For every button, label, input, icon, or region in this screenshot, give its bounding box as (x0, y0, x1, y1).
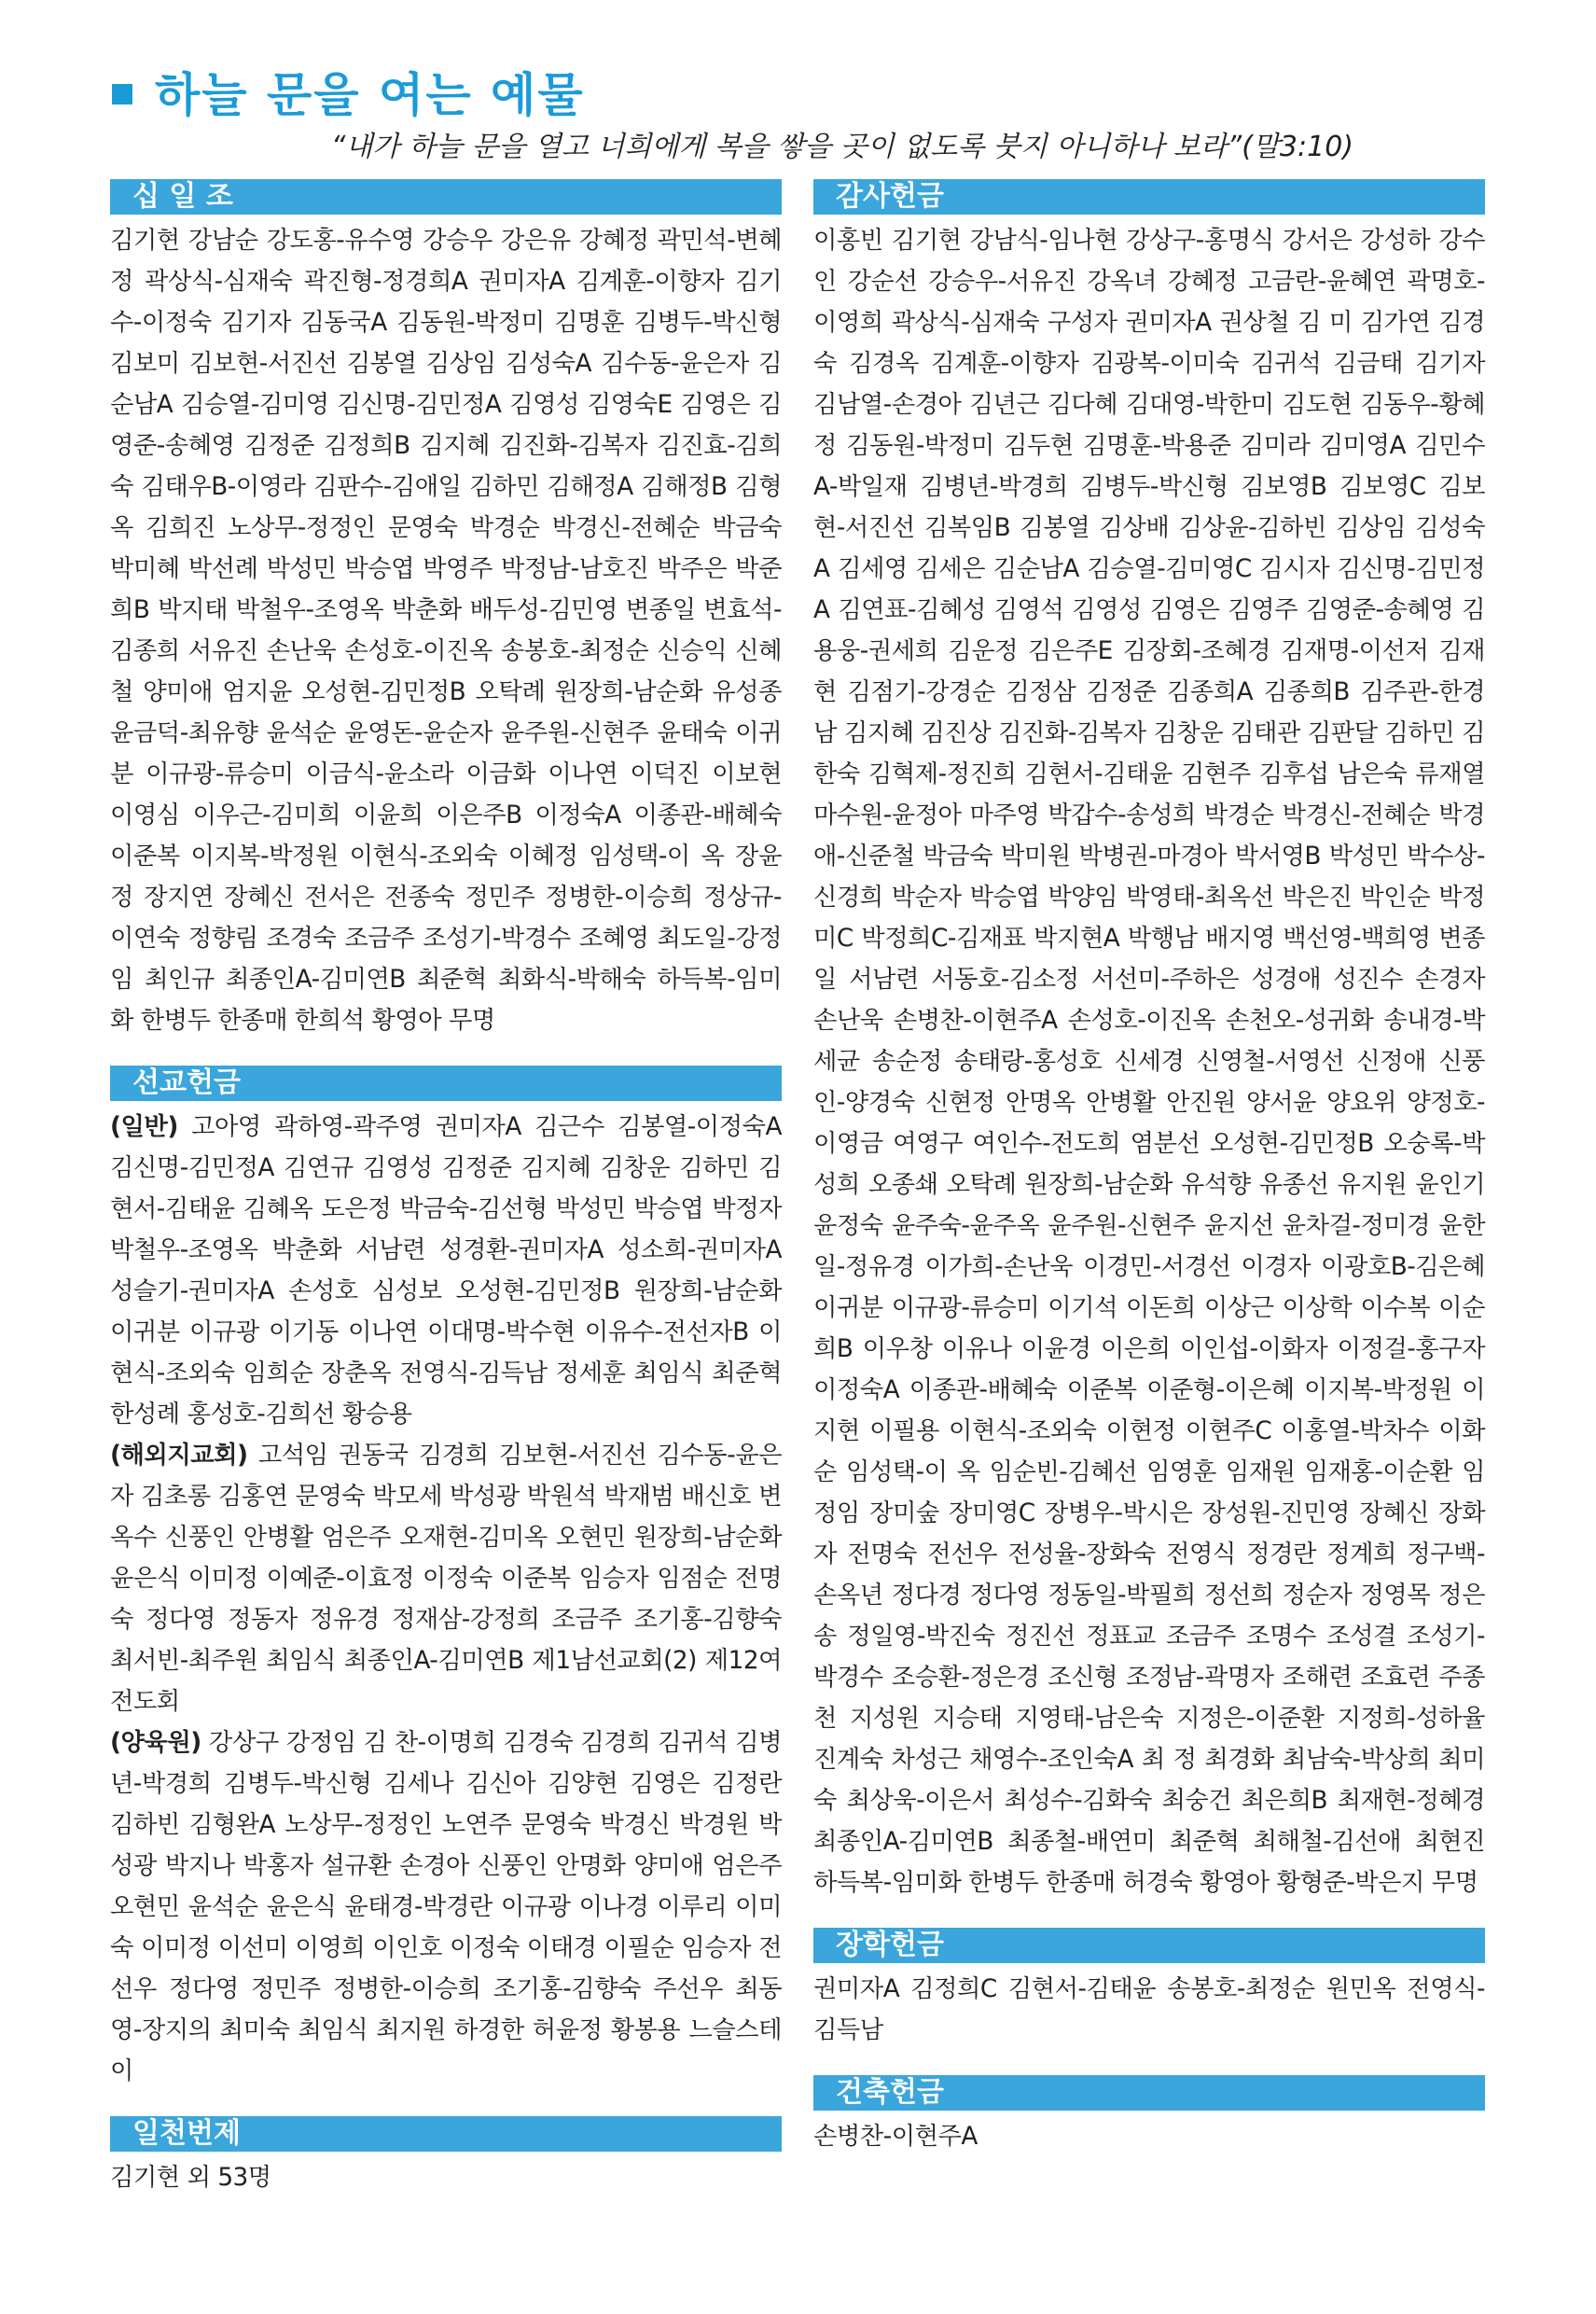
mission-group-general (110, 1107, 782, 1435)
section-thanks (813, 179, 1485, 1903)
square-bullet-icon (112, 84, 132, 105)
section-body-scholarship: 권미자A 김정희C 김현서-김태윤 송봉호-최정순 원민옥 전영식-김득남 (813, 1975, 1485, 2044)
section-first-harvest (110, 2116, 782, 2198)
page-title (112, 58, 585, 125)
page-title-text: 하늘 문을 여는 예물 (155, 68, 585, 122)
section-scholarship (813, 1928, 1485, 2051)
section-header-mission: 선교헌금 (110, 1066, 782, 1101)
mission-group-text: 고석임 권동국 김경희 김보현-서진선 김수동-윤은자 김초롱 김홍연 문영숙 박모세 박성광 박원석 박재범 배신호 변옥수 신풍인 안병활 엄은주 오재현-김미옥 오현민 원장희-남순화 윤은식 이미정 이예준-이효정 이정숙 이준복 임승자 임점순 전명숙 정다영 정동자 정유경 정재삼-강정희 조금주 조기홍-김향숙 최서빈-최주원 최임식 최종인A-김미연B 제1남선교회(2) 제12여전도회 (110, 1442, 782, 1716)
section-body-mission (110, 1107, 782, 2092)
section-body-first-harvest: 김기현 외 53명 (110, 2164, 271, 2192)
section-header-first-harvest: 일천번제 (110, 2116, 782, 2152)
section-header-thanks: 감사헌금 (813, 179, 1485, 215)
mission-group-text: 고아영 곽하영-곽주영 권미자A 김근수 김봉열-이정숙A 김신명-김민정A 김연규 김영성 김정준 김지혜 김창운 김하민 김현서-김태윤 김혜옥 도은정 박금숙-김선형 박성민 박승엽 박정자 박철우-조영옥 박춘화 서남련 성경환-권미자A 성소희-권미자A 성슬기-권미자A 손성호 심성보 오성현-김민정B 원장희-남순화 이귀분 이규광 이기동 이나연 이대명-박수현 이유수-전선자B 이현식-조외숙 임희순 장춘옥 전영식-김득남 정세훈 최임식 최준혁 한성례 홍성호-김희선 황승용 (110, 1113, 782, 1429)
section-body-tithe: 김기현 강남순 강도홍-유수영 강승우 강은유 강혜정 곽민석-변혜정 곽상식-심재숙 곽진형-정경희A 권미자A 김계훈-이향자 김기수-이정숙 김기자 김동국A 김동원-박정미 김명훈 김병두-박신형 김보미 김보현-서진선 김봉열 김상임 김성숙A 김수동-윤은자 김순남A 김승열-김미영 김신명-김민정A 김영성 김영숙E 김영은 김영준-송혜영 김정준 김정희B 김지혜 김진화-김복자 김진효-김희숙 김태우B-이영라 김판수-김애일 김하민 김해정A 김해정B 김형옥 김희진 노상무-정정인 문영숙 박경순 박경신-전혜순 박금숙 박미혜 박선례 박성민 박승엽 박영주 박정남-남호진 박주은 박준희B 박지태 박철우-조영옥 박춘화 배두성-김민영 변종일 변효석-김종희 서유진 손난욱 손성호-이진옥 송봉호-최정순 신승익 신혜철 양미애 엄지윤 오성현-김민정B 오탁례 원장희-남순화 유성종 윤금덕-최유향 윤석순 윤영돈-윤순자 윤주원-신현주 윤태숙 이귀분 이규광-류승미 이금식-윤소라 이금화 이나연 이덕진 이보현 이영심 이우근-김미희 이윤희 이은주B 이정숙A 이종관-배혜숙 이준복 이지복-박정원 이현식-조외숙 이혜정 임성택-이 옥 장윤정 장지연 장혜신 전서은 전종숙 정민주 정병한-이승희 정상규-이연숙 정향림 조경숙 조금주 조성기-박경수 조혜영 최도일-강정임 최인규 최종인A-김미연B 최준혁 최화식-박해숙 하득복-임미화 한병두 한종매 한희석 황영아 무명 (110, 227, 782, 1035)
section-building (813, 2075, 1485, 2157)
section-header-scholarship: 장학헌금 (813, 1928, 1485, 1963)
right-column (813, 179, 1485, 2182)
section-mission (110, 1066, 782, 2092)
bible-verse: “내가 하늘 문을 열고 너희에게 복을 쌓을 곳이 없도록 붓지 아니하나 보라”(말3:10) (330, 131, 1353, 163)
section-body-thanks: 이홍빈 김기현 강남식-임나현 강상구-홍명식 강서은 강성하 강수인 강순선 강승우-서유진 강옥녀 강혜정 고금란-윤혜연 곽명호-이영희 곽상식-심재숙 구성자 권미자A 권상철 김 미 김가연 김경숙 김경옥 김계훈-이향자 김광복-이미숙 김귀석 김금태 김기자 김남열-손경아 김년근 김다혜 김대영-박한미 김도현 김동우-황혜정 김동원-박정미 김두현 김명훈-박용준 김미라 김미영A 김민수A-박일재 김병년-박경희 김병두-박신형 김보영B 김보영C 김보현-서진선 김복임B 김봉열 김상배 김상윤-김하빈 김상임 김성숙A 김세영 김세은 김순남A 김승열-김미영C 김시자 김신명-김민정A 김연표-김혜성 김영석 김영성 김영은 김영주 김영준-송혜영 김용웅-권세희 김운정 김은주E 김장회-조혜경 김재명-이선저 김재현 김점기-강경순 김정삼 김정준 김종희A 김종희B 김주관-한경남 김지혜 김진상 김진화-김복자 김창운 김태관 김판달 김하민 김한숙 김혁제-정진희 김현서-김태윤 김현주 김후섭 남은숙 류재열 마수원-윤정아 마주영 박갑수-송성희 박경순 박경신-전혜순 박경애-신준철 박금숙 박미원 박병권-마경아 박서영B 박성민 박수상-신경희 박순자 박승엽 박양임 박영태-최옥선 박은진 박인순 박정미C 박정희C-김재표 박지현A 박행남 배지영 백선영-백희영 변종일 서남련 서동호-김소정 서선미-주하은 성경애 성진수 손경자 손난욱 손병찬-이현주A 손성호-이진옥 손천오-성귀화 송내경-박세균 송순정 송태랑-홍성호 신세경 신영철-서영선 신정애 신풍인-양경숙 신현정 안명옥 안병활 안진원 양서윤 양요위 양정호-이영금 여영구 여인수-전도희 염분선 오성현-김민정B 오숭록-박성희 오종쇄 오탁례 원장희-남순화 유석향 유종선 유지원 윤인기 윤정숙 윤주숙-윤주옥 윤주원-신현주 윤지선 윤차걸-정미경 윤한일-정유경 이가희-손난욱 이경민-서경선 이경자 이광호B-김은혜 이귀분 이규광-류승미 이기석 이돈희 이상근 이상학 이수복 이순희B 이우창 이유나 이윤경 이은희 이인섭-이화자 이정걸-홍구자 이정숙A 이종관-배혜숙 이준복 이준형-이은혜 이지복-박정원 이지현 이필용 이현식-조외숙 이현정 이현주C 이홍열-박차수 이화순 임성택-이 옥 임순빈-김혜선 임영훈 임재원 임재홍-이순환 임정임 장미숲 장미영C 장병우-박시은 장성원-진민영 장혜신 장화자 전명숙 전선우 전성율-장화숙 전영식 정경란 정계희 정구백-손옥년 정다경 정다영 정동일-박필희 정선희 정순자 정영목 정은송 정일영-박진숙 정진선 정표교 조금주 조명수 조성결 조성기-박경수 조승환-정은경 조신형 조정남-곽명자 조해련 조효련 주종천 지성원 지승태 지영태-남은숙 지정은-이준환 지정희-성하율 진계숙 차성근 채영수-조인숙A 최 정 최경화 최남숙-박상희 최미숙 최상욱-이은서 최성수-김화숙 최숭건 최은희B 최재현-정혜경 최종인A-김미연B 최종철-배연미 최준혁 최해철-김선애 최현진 하득복-임미화 한병두 한종매 허경숙 황영아 황형준-박은지 무명 (813, 227, 1485, 1897)
section-header-tithe: 십 일 조 (110, 179, 782, 215)
mission-group-label: (양육원) (110, 1729, 201, 1757)
left-column (110, 179, 782, 2223)
mission-group-label: (해외지교회) (110, 1442, 248, 1470)
section-body-building: 손병찬-이현주A (813, 2123, 978, 2151)
mission-group-overseas (110, 1435, 782, 1722)
section-header-building: 건축헌금 (813, 2075, 1485, 2111)
mission-group-nurture (110, 1722, 782, 2092)
section-tithe (110, 179, 782, 1041)
mission-group-label: (일반) (110, 1113, 178, 1141)
mission-group-text: 강상구 강정임 김 찬-이명희 김경숙 김경희 김귀석 김병년-박경희 김병두-박신형 김세나 김신아 김양현 김영은 김정란 김하빈 김형완A 노상무-정정인 노연주 문영숙 박경신 박경원 박성광 박지나 박홍자 설규환 손경아 신풍인 안명화 양미애 엄은주 오현민 윤석순 윤은식 윤태경-박경란 이규광 이나경 이루리 이미숙 이미정 이선미 이영희 이인호 이정숙 이태경 이필순 임승자 전선우 정다영 정민주 정병한-이승희 조기홍-김향숙 주선우 최동영-장지의 최미숙 최임식 최지원 하경한 허윤정 황봉용 느슬스테이 (110, 1729, 782, 2085)
